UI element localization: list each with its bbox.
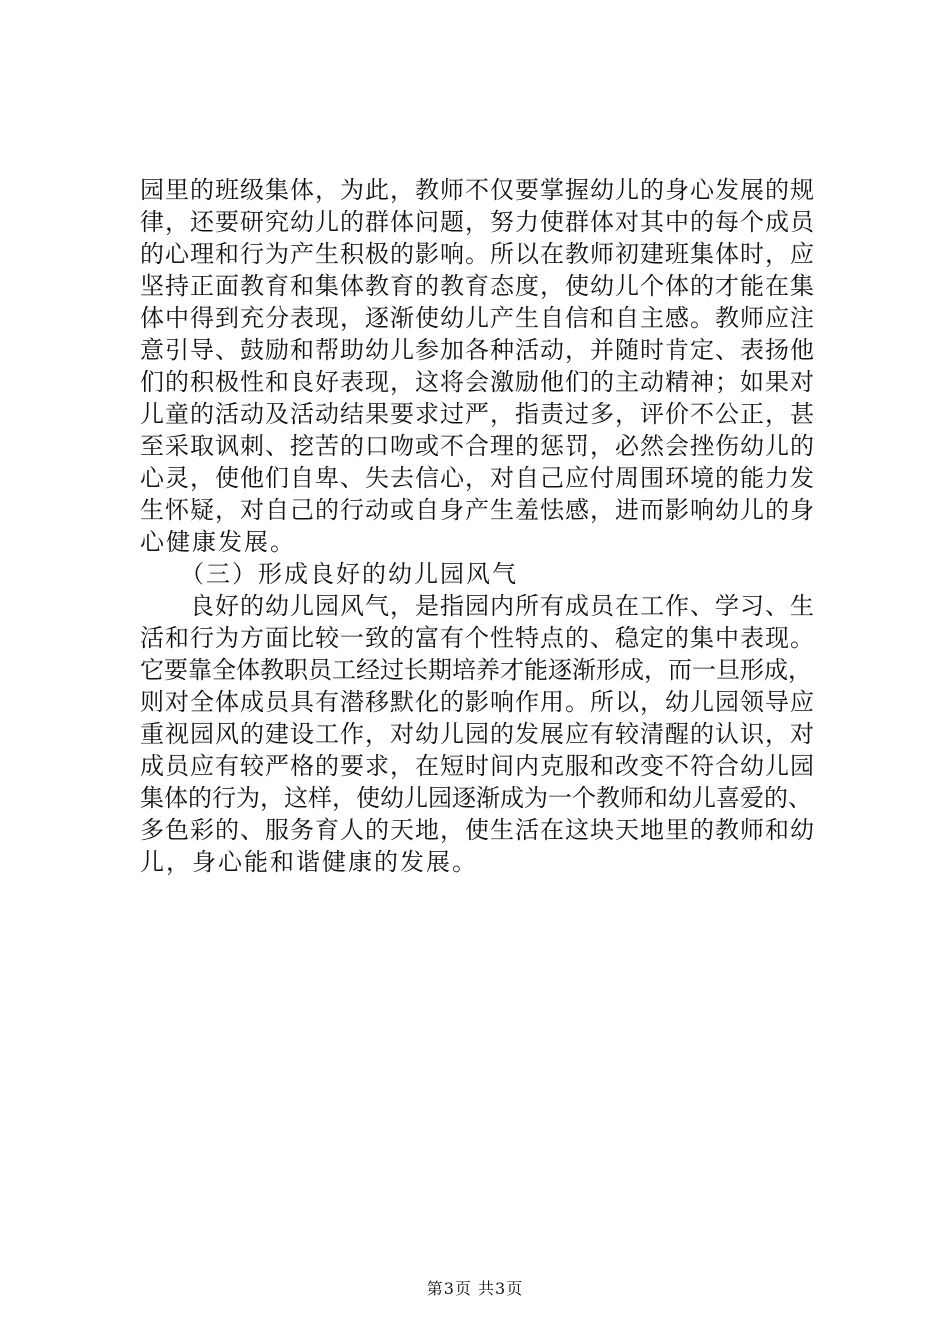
- text-line: 它要靠全体教职员工经过长期培养才能逐渐形成，而一旦形成，: [140, 656, 812, 684]
- text-line: 多色彩的、服务育人的天地，使生活在这块天地里的教师和幼: [140, 816, 815, 844]
- text-line: 至采取讽刺、挖苦的口吻或不合理的惩罚，必然会挫伤幼儿的: [140, 432, 815, 460]
- text-line: 心灵，使他们自卑、失去信心，对自己应付周围环境的能力发: [140, 464, 815, 492]
- text-line: 体中得到充分表现，逐渐使幼儿产生自信和自主感。教师应注: [140, 304, 815, 332]
- text-line: 成员应有较严格的要求，在短时间内克服和改变不符合幼儿园: [140, 752, 815, 780]
- section-heading: （三）形成良好的幼儿园风气: [140, 560, 518, 588]
- text-line: 们的积极性和良好表现，这将会激励他们的主动精神；如果对: [140, 368, 815, 396]
- text-line: 心健康发展。: [140, 528, 296, 556]
- text-line: 良好的幼儿园风气，是指园内所有成员在工作、学习、生: [140, 592, 815, 620]
- text-line: 意引导、鼓励和帮助幼儿参加各种活动，并随时肯定、表扬他: [140, 336, 815, 364]
- text-line: 儿，身心能和谐健康的发展。: [140, 848, 478, 876]
- text-line: 则对全体成员具有潜移默化的影响作用。所以，幼儿园领导应: [140, 688, 815, 716]
- text-line: 重视园风的建设工作，对幼儿园的发展应有较清醒的认识，对: [140, 720, 815, 748]
- text-line: 活和行为方面比较一致的富有个性特点的、稳定的集中表现。: [140, 624, 815, 652]
- document-body: [140, 174, 820, 878]
- text-line: 儿童的活动及活动结果要求过严，指责过多，评价不公正，甚: [140, 400, 815, 428]
- text-line: 园里的班级集体，为此，教师不仅要掌握幼儿的身心发展的规: [140, 176, 815, 204]
- text-line: 集体的行为，这样，使幼儿园逐渐成为一个教师和幼儿喜爱的、: [140, 784, 812, 812]
- text-line: 的心理和行为产生积极的影响。所以在教师初建班集体时，应: [140, 240, 815, 268]
- text-line: 生怀疑，对自己的行动或自身产生羞怯感，进而影响幼儿的身: [140, 496, 815, 524]
- page-number-footer: 第3页 共3页: [426, 1279, 524, 1298]
- text-line: 坚持正面教育和集体教育的教育态度，使幼儿个体的才能在集: [140, 272, 815, 300]
- text-line: 律，还要研究幼儿的群体问题，努力使群体对其中的每个成员: [140, 208, 815, 236]
